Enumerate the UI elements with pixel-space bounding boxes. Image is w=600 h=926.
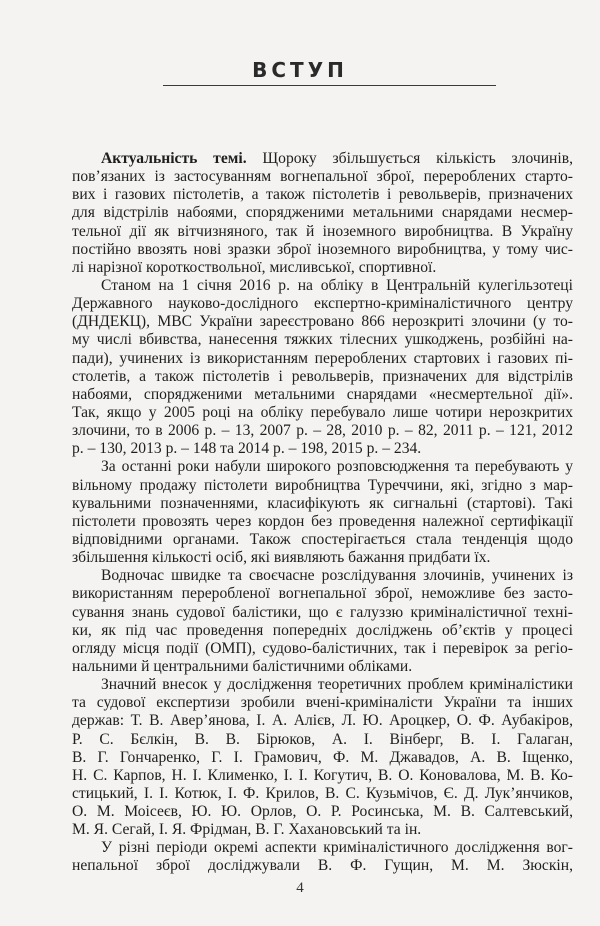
text-line <box>72 150 573 168</box>
section-heading: ВСТУП <box>252 58 348 82</box>
text-line: вільному продажу пістолети виробництва Туреччини, які, згідно з мар- <box>72 476 573 494</box>
text-line: стицький, І. І. Котюк, І. Ф. Крилов, В. С. Кузьмічов, Є. Д. Лук’янчиков, <box>72 784 573 802</box>
text-line: пади), учинених із використанням перероблених стартових і газових пі- <box>72 349 573 367</box>
text-line: Так, якщо у 2005 році на обліку перебувало лише чотири нерозкритих <box>72 403 573 421</box>
text-line: вих і газових пістолетів, а також пістолетів і револьверів, призначених <box>72 186 573 204</box>
text-line: му числі вбивства, нанесення тяжких тілесних ушкоджень, розбійні на- <box>72 331 573 349</box>
text-line: збільшення кількості осіб, які виявляють бажання придбати їх. <box>72 549 491 567</box>
text-line: столетів, а також пістолетів і револьверів, призначених для відстрілів <box>72 367 573 385</box>
paragraph <box>72 277 573 458</box>
paragraph <box>72 839 573 875</box>
text-line: ки, як під час проведення попередніх досліджень об’єктів у процесі <box>72 621 573 639</box>
text-line: відповідними органами. Також спостерігається стала тенденція щодо <box>72 530 573 548</box>
text-line: набоями, спорядженими метальними снарядами «несмертельної дії». <box>72 385 573 403</box>
text-line: тельної дії як вітчизняного, так й іноземного виробництва. В Україну <box>72 222 573 240</box>
text-line: Державного науково-дослідного експертно-криміналістичного центру <box>72 295 573 313</box>
paragraph <box>72 150 573 277</box>
lead-in-rest: Щороку збільшується кількість злочинів, <box>246 150 573 167</box>
page-number: 4 <box>296 880 304 896</box>
text-line: злочини, то в 2006 р. – 13, 2007 р. – 28, 2010 р. – 82, 2011 р. – 121, 2012 <box>72 422 573 440</box>
lead-in-bold: Актуальність темі. <box>101 150 247 167</box>
text-line: Р. С. Бєлкін, В. В. Бірюков, А. І. Вінберг, В. І. Галаган, <box>72 730 573 748</box>
text-line: У різні періоди окремі аспекти криміналістичного дослідження вог- <box>101 839 573 857</box>
text-line: Водночас швидке та своєчасне розслідування злочинів, учинених із <box>101 567 573 585</box>
text-line: нальними й центральними балістичними обліками. <box>72 657 413 675</box>
text-line: О. М. Моісеєв, Ю. Ю. Орлов, О. Р. Росинська, М. В. Салтевський, <box>72 803 573 821</box>
text-line: кувальними позначеннями, класифікують як сигнальні (стартові). Такі <box>72 494 573 512</box>
text-line: В. Г. Гончаренко, Г. І. Грамович, Ф. М. Джавадов, А. В. Іщенко, <box>72 748 573 766</box>
text-line: та судової експертизи зробили вчені-криміналісти України та інших <box>72 694 573 712</box>
text-line: для відстрілів набоями, спорядженими метальними снарядами несмер- <box>72 204 573 222</box>
heading-underline <box>163 85 496 86</box>
text-line: За останні роки набули широкого розповсюдження та перебувають у <box>101 458 573 476</box>
text-line: огляду місця події (ОМП), судово-балістичних, так і перевірок за регіо- <box>72 639 573 657</box>
text-line: використанням переробленої вогнепальної зброї, неможливе без засто- <box>72 585 573 603</box>
paragraph <box>72 567 573 676</box>
text-line: держав: Т. В. Авер’янова, І. А. Алієв, Л. Ю. Ароцкер, О. Ф. Аубакіров, <box>72 712 573 730</box>
text-line: Станом на 1 січня 2016 р. на обліку в Центральній кулегільзотеці <box>101 276 573 294</box>
body-text <box>72 150 573 876</box>
text-line: сування знань судової балістики, що є галуззю криміналістичної техні- <box>72 603 573 621</box>
text-line: пов’язаних із застосуванням вогнепальної зброї, перероблених старто- <box>72 168 573 186</box>
text-line: лі нарізної короткоствольної, мисливської, спортивної. <box>72 258 437 276</box>
text-line: пістолети провозять через кордон без проведення належної сертифікації <box>72 512 573 530</box>
paragraph <box>72 676 573 839</box>
text-line: непальної зброї досліджували В. Ф. Гущин, М. М. Зюскін, <box>72 857 573 875</box>
text-line: Н. С. Карпов, Н. І. Клименко, І. І. Когутич, В. О. Коновалова, М. В. Ко- <box>72 766 573 784</box>
text-line: р. – 130, 2013 р. – 148 та 2014 р. – 198, 2015 р. – 234. <box>72 440 422 458</box>
text-line: (ДНДЕКЦ), МВС України зареєстровано 866 нерозкриті злочини (у то- <box>72 313 573 331</box>
text-line: М. Я. Сегай, І. Я. Фрідман, В. Г. Хахановський та ін. <box>72 821 422 839</box>
text-line: постійно ввозять нові зразки зброї іноземного виробництва, у тому чис- <box>72 240 573 258</box>
paragraph <box>72 458 573 567</box>
text-line: Значний внесок у дослідження теоретичних проблем криміналістики <box>101 676 573 694</box>
